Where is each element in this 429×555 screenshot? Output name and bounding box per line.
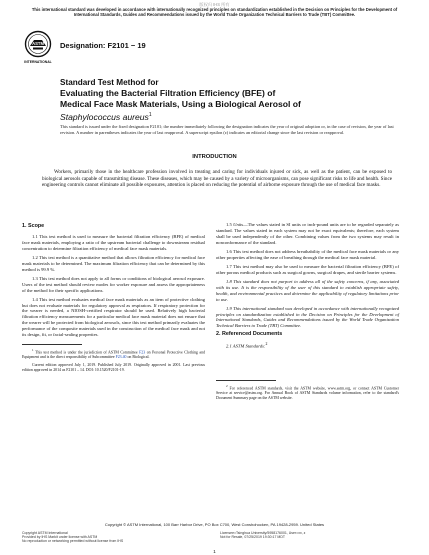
license-right: Licensee=Tsinghua University/5958176001, User=xx, z Not for Resale, 07/25/2019 19:30:17 MDT — [220, 531, 306, 540]
section-1-5: 1.5 Units—The values stated in SI units or inch-pound units are to be regarded separately as standard. The values stated in each system may not be exact equivalents; therefore, each system shall be used independently of the other. Combining values from the two systems may result in nonconformance of the standard. — [216, 222, 400, 245]
notice-text: This international standard was developed in accordance with internationally recognized principles on standardization established in the Decision on Principles for the Development of International Standards, Guides and Recommendations issued by the World Trade Organization Technical Barriers to Trade (TBT) Committee. — [31, 7, 398, 18]
watermark-stamp: 版权归 IHS 所有 — [199, 2, 230, 7]
section-1-2: 1.2 This test method is a quantitative method that allows filtration efficiency for medical face mask materials to be determined. The maximum filtration efficiency that can be determined by this method is 99.9 %. — [22, 254, 205, 272]
right-column — [216, 222, 399, 404]
logo-sub-text: INTERNATIONAL — [24, 60, 52, 64]
document-title — [60, 78, 390, 123]
license-left: Copyright ASTM International Provided by IHS Markit under license with ASTM No reproduction or networking permitted without license from IHS — [22, 531, 124, 544]
title-line-4 — [60, 110, 390, 123]
left-column — [22, 222, 205, 376]
footnote-rule — [22, 344, 82, 345]
subcommittee-link[interactable]: F23.40 — [115, 355, 127, 360]
standard-issue-note: This standard is issued under the fixed designation F2101; the number immediately following the designation indicates the year of original adoption or, in the case of revision, the year of last revision. A number in parentheses indicates the year of last reapproval. A superscript epsilon (ε) indicates an editorial change since the last revision or reapproval. — [60, 124, 394, 135]
copyright-line: Copyright © ASTM International, 100 Barr Harbor Drive, PO Box C700, West Conshohocken, PA 19428-2959. United States — [104, 522, 325, 527]
logo-brand-text: ASTM — [32, 41, 44, 46]
astm-international-logo — [24, 30, 52, 70]
title-footnote-ref: 1 — [148, 112, 152, 118]
section-1-4: 1.4 This test method evaluates medical face mask materials as an item of protective clothing but does not evaluate materials for regulatory approval as respirators. If respiratory protection for the wearer is needed, a NIOSH-certified respirator should be used. Relatively high bacterial filtration efficiency measurements for a particular medical face mask material does not ensure that the wearer will be protected from biological aerosols, since this test method primarily evaluates the performance of the composite materials used in the construction of the medical face mask and not its design, fit, or facial-sealing properties. — [22, 296, 205, 338]
designation: Designation: F2101 − 19 — [60, 41, 146, 50]
footnote-1: $^1$ This test method is under the jurisdiction of ASTM Committee F23 on Personal Protective Clothing and Equipment and is the direct responsibility of Subcommittee F23.40 on Biological. — [22, 347, 205, 360]
committee-link[interactable]: F23 — [139, 350, 146, 355]
section-1-1: 1.1 This test method is used to measure the bacterial filtration efficiency (BFE) of medical face mask materials, employing a ratio of the upstream bacterial challenge to downstream residual concentration to determine filtration efficiency of medical face mask materials. — [22, 233, 205, 251]
introduction-heading: INTRODUCTION — [192, 154, 237, 160]
referenced-documents-heading: 2. Referenced Documents — [216, 331, 283, 338]
page-number: 1 — [213, 549, 216, 554]
title-line-2: Evaluating the Bacterial Filtration Efficiency (BFE) of — [60, 88, 276, 98]
organism-name: Staphylococcus aureus — [60, 111, 149, 122]
section-1-9: 1.9 This international standard was developed in accordance with internationally recognized principles on standardization established in the Decision on Principles for the Development of International Standards, Guides and Recommendations issued by the World Trade Organization Technical Barriers to Trade (TBT) Committee. — [216, 305, 399, 329]
section-2-1: 2.1 ASTM Standards:$^2$ — [226, 342, 268, 349]
title-line-1: Standard Test Method for — [60, 78, 159, 87]
standards-notice — [22, 2, 407, 18]
section-1-7: 1.7 This test method may also be used to measure the bacterial filtration efficiency (BFE) of other porous medical products such as surgical gowns, surgical drapes, and sterile barrier systems. — [216, 263, 399, 275]
section-1-8: 1.8 This standard does not purport to address all of the safety concerns, if any, associated with its use. It is the responsibility of the user of this standard to establish appropriate safety, health, and environmental practices and determine the applicability of regulatory limitations prior to use. — [216, 278, 399, 302]
introduction-text: Workers, primarily those in the healthcare profession involved in treating and caring for individuals injured or sick, as well as the patient, can be exposed to biological aerosols capable of transmitting disease. These diseases, which may be caused by a variety of microorganisms, can pose significant risks to life and health. Since engineering controls cannot eliminate all possible exposures, attention is placed on reducing the potential of airborne exposure through the use of medical face masks. — [42, 169, 392, 188]
astm-logo-icon — [24, 30, 52, 70]
footnote-rule-right — [216, 380, 276, 381]
footnote-2: $^2$ For referenced ASTM standards, visit the ASTM website, www.astm.org, or contact ASTM Customer Service at service@astm.org. For Annual Book of ASTM Standards volume information, refer to the standard's Document Summary page on the ASTM website. — [216, 383, 399, 400]
scope-heading: 1. Scope — [22, 223, 45, 229]
section-1-6: 1.6 This test method does not address breathability of the medical face mask materials or any other properties affecting the ease of breathing through the medical face mask material. — [216, 248, 399, 260]
title-line-3: Medical Face Mask Materials, Using a Biological Aerosol of — [60, 99, 301, 109]
section-1-3: 1.3 This test method does not apply to all forms or conditions of biological aerosol exposure. Users of the test method should review modes for worker exposure and assess the appropriateness of the method for their specific applications. — [22, 275, 205, 293]
footnote-edition: Current edition approved July 1, 2019. Published July 2019. Originally approved in 2001. Last previous edition approved in 2014 as F2101 – 14. DOI: 10.1520/F2101-19. — [22, 363, 205, 373]
